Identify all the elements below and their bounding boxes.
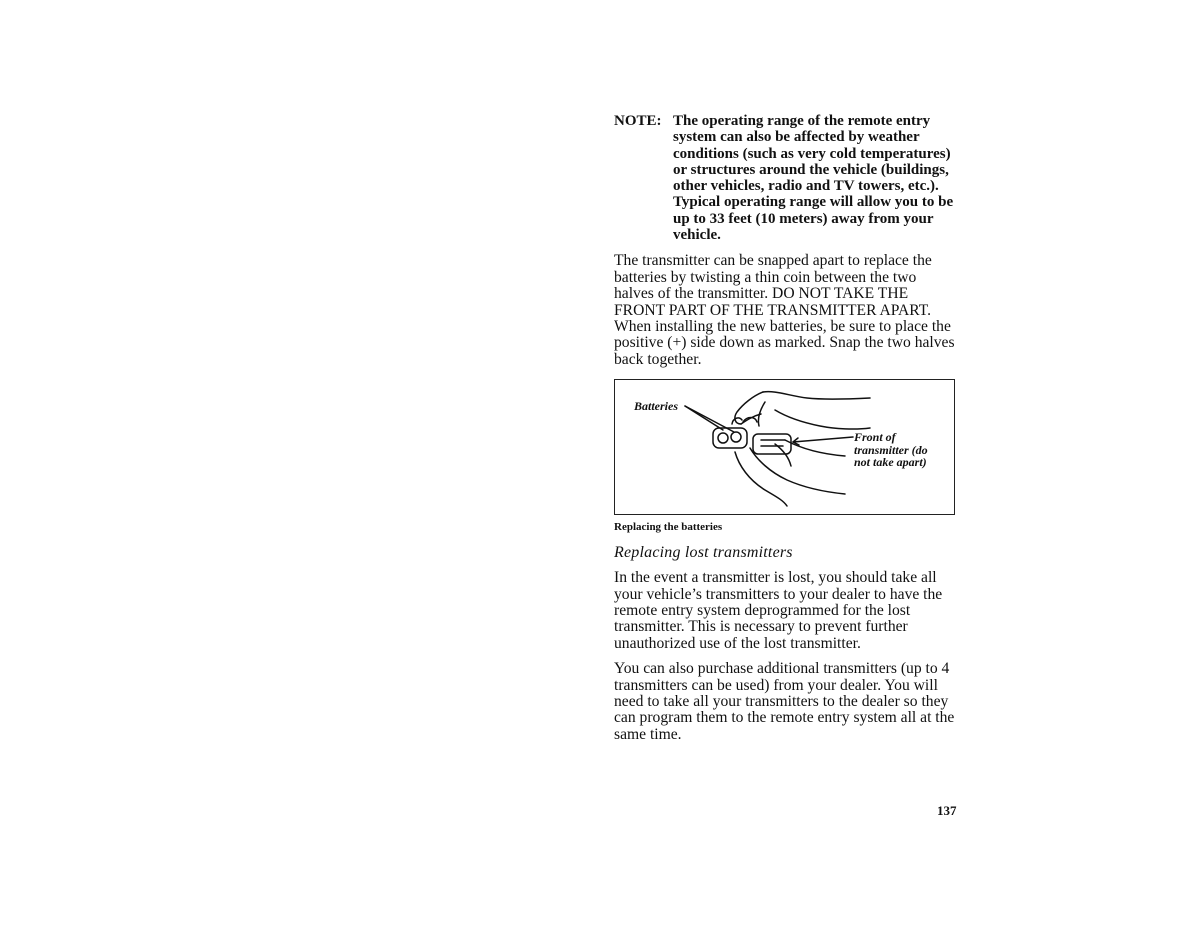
figure-caption: Replacing the batteries <box>614 521 723 534</box>
additional-transmitters-paragraph: You can also purchase additional transmitters (up to 4 transmitters can be used) from your dealer. You will need to take all your transmitters to the dealer so they can program them to the remote entry system all at the same time. <box>614 660 955 743</box>
battery-illustration <box>614 379 955 515</box>
figure-label-front: Front of transmitter (do not take apart) <box>854 430 928 470</box>
note-block <box>614 113 959 243</box>
page-number: 137 <box>937 803 957 818</box>
battery-replacement-paragraph: The transmitter can be snapped apart to replace the batteries by twisting a thin coin between the two halves of the transmitter. DO NOT TAKE THE FRONT PART OF THE TRANSMITTER APART. When installing the new batteries, be sure to place the positive (+) side down as marked. Snap the two halves back together. <box>614 252 955 368</box>
page-content-column <box>614 113 959 743</box>
section-heading: Replacing lost transmitters <box>614 544 793 562</box>
note-label: NOTE: <box>614 113 662 129</box>
figure-label-batteries: Batteries <box>634 399 678 414</box>
note-text: The operating range of the remote entry system can also be affected by weather conditions (such as very cold temperatures) or structures around the vehicle (buildings, other vehicles, radio and TV towers, etc.). Typical operating range will allow you to be up to 33 feet (10 meters) away from your vehicle. <box>673 113 954 244</box>
lost-transmitter-paragraph: In the event a transmitter is lost, you should take all your vehicle’s transmitters to your dealer to have the remote entry system deprogrammed for the lost transmitter. This is necessary to prevent further unauthorized use of the lost transmitter. <box>614 569 943 652</box>
